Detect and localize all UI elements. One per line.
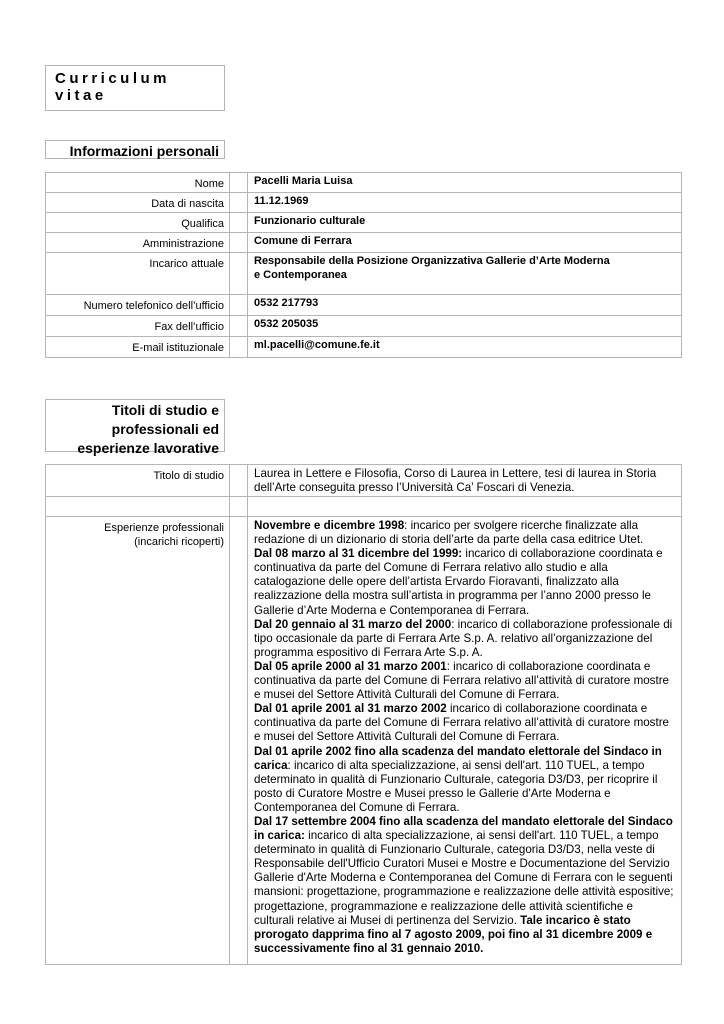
field-value: Laurea in Lettere e Filosofia, Corso di Laurea in Lettere, tesi di laurea in Storia dell’Arte conseguita presso l’Università Ca’ Foscari di Venezia. <box>248 465 682 497</box>
table-row <box>46 465 682 497</box>
field-label: E-mail istituzionale <box>46 337 230 358</box>
table-row <box>46 295 682 316</box>
studies-table <box>45 464 682 965</box>
field-label: Fax dell’ufficio <box>46 316 230 337</box>
field-label: Numero telefonico dell’ufficio <box>46 295 230 316</box>
table-row <box>46 193 682 213</box>
field-label: Data di nascita <box>46 193 230 213</box>
field-value: Pacelli Maria Luisa <box>248 173 682 193</box>
field-value: 11.12.1969 <box>248 193 682 213</box>
list-item: Dal 08 marzo al 31 dicembre del 1999: incarico di collaborazione coordinata e continuativa da parte del Comune di Ferrara relativo allo studio e alla catalogazione delle opere dell’artista Ervardo Fioravanti, finalizzato alla realizzazione della mostra sull’artista in programma per l’anno 2000 presso le Gallerie d’Arte Moderna e Contemporanea di Ferrara. <box>254 547 663 617</box>
field-label: Incarico attuale <box>46 253 230 295</box>
field-value: Responsabile della Posizione Organizzativa Gallerie d’Arte Moderna e Contemporanea <box>248 253 682 295</box>
table-row <box>46 233 682 253</box>
personal-info-table <box>45 172 682 358</box>
section-heading-studies: Titoli di studio e professionali ed esperienze lavorative <box>45 399 225 452</box>
list-item: Dal 20 gennaio al 31 marzo del 2000: incarico di collaborazione professionale di tipo occasionale da parte di Ferrara Arte S.p. A. relativo all’organizzazione del programma espositivo di Ferrara Arte S.p. A. <box>254 617 673 659</box>
field-label: Esperienze professionali (incarichi ricoperti) <box>46 517 230 965</box>
table-row <box>46 173 682 193</box>
list-item: Novembre e dicembre 1998: incarico per svolgere ricerche finalizzate alla redazione di un dizionario di storia dell’arte da parte della casa editrice Utet. <box>254 519 644 547</box>
list-item: Dal 01 aprile 2001 al 31 marzo 2002 incarico di collaborazione coordinata e continuativa da parte del Comune di Ferrara relativo all’attività di curatore mostre e musei del Settore Attività Culturali del Comune di Ferrara. <box>254 702 669 744</box>
table-row <box>46 213 682 233</box>
list-item: Dal 05 aprile 2000 al 31 marzo 2001: incarico di collaborazione coordinata e continuativa da parte del Comune di Ferrara relativo all’attività di curatore mostre e musei del Settore Attività Culturali del Comune di Ferrara. <box>254 659 669 702</box>
table-row <box>46 316 682 337</box>
field-value: 0532 217793 <box>248 295 682 316</box>
email-value: ml.pacelli@comune.fe.it <box>248 337 682 358</box>
list-item: Dal 01 aprile 2002 fino alla scadenza del mandato elettorale del Sindaco in carica: incarico di alta specializzazione, ai sensi dell'art. 110 TUEL, a tempo determinato in qualità di Funzionario Culturale, categoria D3/D3, per ricoprire il posto di Curatore Mostre e Musei presso le Gallerie d'Arte Moderna e Contemporanea del Comune di Ferrara. <box>254 744 662 814</box>
field-label: Qualifica <box>46 213 230 233</box>
section-heading-personal: Informazioni personali <box>45 140 225 159</box>
table-row <box>46 337 682 358</box>
field-value: 0532 205035 <box>248 316 682 337</box>
cv-title: Curriculum vitae <box>45 65 225 111</box>
experience-list <box>248 517 682 965</box>
table-row <box>46 497 682 517</box>
field-value: Funzionario culturale <box>248 213 682 233</box>
field-value: Comune di Ferrara <box>248 233 682 253</box>
list-item: Dal 17 settembre 2004 fino alla scadenza del mandato elettorale del Sindaco in carica: incarico di alta specializzazione, ai sensi dell'art. 110 TUEL, a tempo determinato in qualità di Funzionario Culturale, categoria D3/D3, nella veste di Responsabile dell'Ufficio Curatori Musei e Mostre e Documentazione del Servizio Gallerie d'Arte Moderna e Contemporanea del Comune di Ferrara con le seguenti mansioni: progettazione, programmazione e realizzazione delle attività espositive; progettazione, programmazione e realizzazione delle attività scientifiche e culturali relative ai Musei di pertinenza del Servizio. Tale incarico è stato prorogato dapprima fino al 7 agosto 2009, poi fino al 31 dicembre 2009 e successivamente fino al 31 gennaio 2010. <box>254 814 674 955</box>
table-row <box>46 517 682 965</box>
field-label: Titolo di studio <box>46 465 230 497</box>
field-label: Amministrazione <box>46 233 230 253</box>
table-row <box>46 253 682 295</box>
field-label: Nome <box>46 173 230 193</box>
